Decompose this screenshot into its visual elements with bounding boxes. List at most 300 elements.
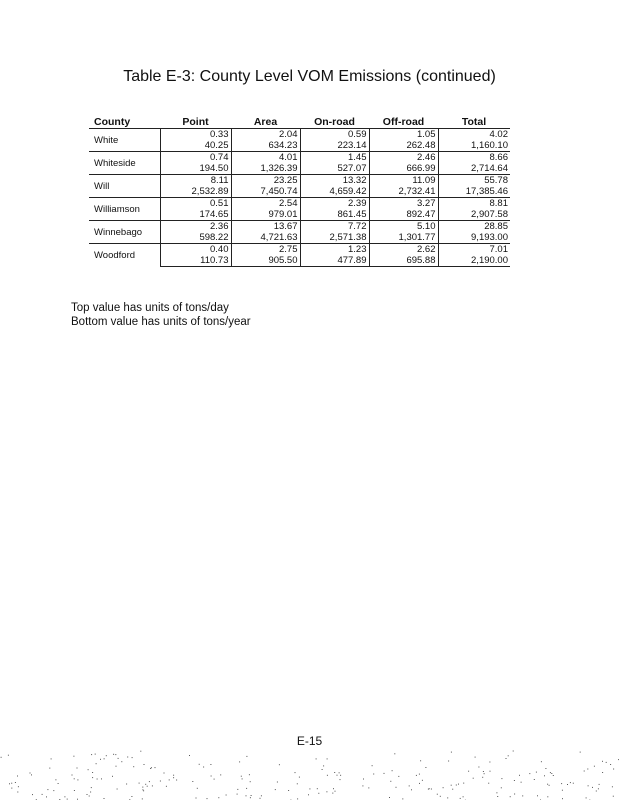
scan-speck: [55, 779, 56, 780]
scan-speck: [522, 795, 523, 796]
scan-speck: [100, 759, 101, 760]
point-tons-day: 8.11: [160, 175, 231, 187]
scan-speck: [373, 774, 374, 775]
scan-speck: [246, 795, 247, 796]
point-tons-day: 0.40: [160, 244, 231, 256]
offroad-tons-day: 5.10: [369, 221, 438, 233]
scan-speck: [139, 783, 140, 784]
scan-speck: [501, 787, 502, 788]
table-row: [89, 152, 510, 164]
scan-speck: [587, 769, 588, 770]
scan-speck: [501, 778, 502, 779]
point-tons-year: 598.22: [160, 232, 231, 244]
scan-speck: [396, 787, 397, 788]
scan-speck: [425, 767, 426, 768]
scan-speck: [150, 768, 151, 769]
scan-speck: [508, 755, 509, 756]
scan-speck: [521, 782, 522, 783]
scan-speck: [260, 798, 261, 799]
scan-speck: [237, 794, 238, 795]
scan-speck: [32, 794, 33, 795]
scan-speck: [544, 775, 545, 776]
scan-speck: [15, 782, 16, 783]
offroad-tons-day: 11.09: [369, 175, 438, 187]
scan-speck: [460, 798, 461, 799]
onroad-tons-year: 861.45: [300, 209, 369, 221]
scan-speck: [106, 755, 107, 756]
scan-speck: [390, 781, 391, 782]
offroad-tons-day: 2.46: [369, 152, 438, 164]
scan-speck: [553, 775, 554, 776]
onroad-tons-year: 477.89: [300, 255, 369, 267]
scan-speck: [335, 791, 336, 792]
area-tons-day: 2.75: [231, 244, 300, 256]
offroad-tons-year: 1,301.77: [369, 232, 438, 244]
scan-speck: [207, 798, 208, 799]
scan-speck: [88, 769, 89, 770]
total-tons-day: 8.81: [438, 198, 510, 210]
onroad-tons-day: 1.23: [300, 244, 369, 256]
area-tons-day: 23.25: [231, 175, 300, 187]
scan-speck: [92, 772, 93, 773]
point-tons-day: 2.36: [160, 221, 231, 233]
scan-speck: [127, 757, 128, 758]
scan-speck: [545, 768, 546, 769]
scan-speck: [203, 767, 204, 768]
scan-speck: [580, 752, 581, 753]
scan-speck: [332, 793, 333, 794]
scan-speck: [192, 781, 193, 782]
scan-speck: [489, 762, 490, 763]
scan-speck: [132, 757, 133, 758]
point-tons-year: 174.65: [160, 209, 231, 221]
offroad-tons-year: 666.99: [369, 163, 438, 175]
header-area: Area: [231, 115, 300, 129]
header-offroad: Off-road: [369, 115, 438, 129]
scan-speck: [372, 765, 373, 766]
scan-speck: [458, 784, 459, 785]
emissions-table: [89, 115, 510, 267]
scan-speck: [173, 775, 174, 776]
scan-speck: [297, 798, 298, 799]
scan-speck: [11, 788, 12, 789]
scan-speck: [613, 796, 614, 797]
onroad-tons-year: 223.14: [300, 140, 369, 152]
scan-speck: [602, 761, 603, 762]
scan-speck: [131, 796, 132, 797]
total-tons-day: 8.66: [438, 152, 510, 164]
scan-speck: [447, 797, 448, 798]
scan-speck: [295, 772, 296, 773]
scan-speck: [142, 789, 143, 790]
page-title: Table E-3: County Level VOM Emissions (continued): [123, 68, 496, 85]
onroad-tons-day: 0.59: [300, 129, 369, 141]
scan-speck: [363, 779, 364, 780]
scan-speck: [126, 784, 127, 785]
scan-speck: [67, 799, 68, 800]
scan-speck: [308, 794, 309, 795]
scan-speck: [337, 775, 338, 776]
scan-speck: [74, 778, 75, 779]
header-onroad: On-road: [300, 115, 369, 129]
scan-speck: [456, 785, 457, 786]
scan-speck: [91, 754, 92, 755]
scan-speck: [18, 786, 19, 787]
units-notes: [71, 301, 251, 329]
scan-speck: [189, 755, 190, 756]
scan-speck: [468, 771, 469, 772]
total-tons-day: 28.85: [438, 221, 510, 233]
scan-speck: [145, 784, 146, 785]
scan-speck: [562, 790, 563, 791]
area-tons-year: 1,326.39: [231, 163, 300, 175]
scan-speck: [514, 780, 515, 781]
scan-speck: [17, 776, 18, 777]
scan-speck: [142, 787, 143, 788]
scan-speck: [143, 790, 144, 791]
scan-speck: [323, 765, 324, 766]
county-name: Whiteside: [89, 152, 160, 175]
onroad-tons-day: 7.72: [300, 221, 369, 233]
scan-speck: [176, 780, 177, 781]
scan-speck: [428, 789, 429, 790]
scan-speck: [147, 786, 148, 787]
scan-speck: [246, 756, 247, 757]
area-tons-year: 979.01: [231, 209, 300, 221]
scan-speck: [562, 798, 563, 799]
scan-speck: [547, 796, 548, 797]
scan-speck: [551, 773, 552, 774]
scan-speck: [17, 792, 18, 793]
total-tons-year: 17,385.46: [438, 186, 510, 198]
scan-speck: [340, 779, 341, 780]
scan-speck: [121, 761, 122, 762]
onroad-tons-day: 13.32: [300, 175, 369, 187]
scan-speck: [9, 783, 10, 784]
scan-speck: [340, 775, 341, 776]
scan-speck: [586, 797, 587, 798]
scan-speck: [118, 758, 119, 759]
scan-speck: [30, 773, 31, 774]
scan-speck: [570, 782, 571, 783]
scan-speck: [31, 774, 32, 775]
scan-speck: [58, 783, 59, 784]
scan-speck: [42, 794, 43, 795]
scan-speck: [92, 777, 93, 778]
scan-speck: [53, 790, 54, 791]
total-tons-day: 55.78: [438, 175, 510, 187]
scan-speck: [250, 797, 251, 798]
table-row: [89, 175, 510, 187]
offroad-tons-year: 892.47: [369, 209, 438, 221]
scan-speck: [496, 792, 497, 793]
scan-speck: [482, 777, 483, 778]
total-tons-year: 2,190.00: [438, 255, 510, 267]
scan-speck: [91, 787, 92, 788]
area-tons-day: 13.67: [231, 221, 300, 233]
scan-speck: [394, 753, 395, 754]
total-tons-year: 1,160.10: [438, 140, 510, 152]
scan-speck: [483, 771, 484, 772]
offroad-tons-day: 3.27: [369, 198, 438, 210]
table-row: [89, 244, 510, 256]
scan-speck: [497, 796, 498, 797]
scan-speck: [299, 777, 300, 778]
scan-speck: [64, 796, 65, 797]
area-tons-year: 634.23: [231, 140, 300, 152]
scan-speck: [339, 772, 340, 773]
point-tons-day: 0.33: [160, 129, 231, 141]
scan-speck: [214, 779, 215, 780]
scan-speck: [166, 786, 167, 787]
scan-speck: [11, 783, 12, 784]
scan-speck: [513, 751, 514, 752]
scan-speck: [596, 791, 597, 792]
scan-speck: [610, 764, 611, 765]
scan-speck: [152, 785, 153, 786]
point-tons-year: 194.50: [160, 163, 231, 175]
scan-speck: [368, 787, 369, 788]
county-name: Williamson: [89, 198, 160, 221]
scan-speck: [598, 788, 599, 789]
scan-speck: [573, 783, 574, 784]
scan-speck: [113, 754, 114, 755]
table-row: [89, 221, 510, 233]
scan-speck: [239, 761, 240, 762]
scan-speck: [451, 752, 452, 753]
scan-speck: [488, 783, 489, 784]
scan-speck: [140, 751, 141, 752]
scan-speck: [249, 774, 250, 775]
scan-speck: [155, 767, 156, 768]
offroad-tons-year: 262.48: [369, 140, 438, 152]
scan-speck: [318, 793, 319, 794]
area-tons-day: 2.54: [231, 198, 300, 210]
scan-speck: [550, 772, 551, 773]
scan-speck: [275, 789, 276, 790]
scan-speck: [242, 778, 243, 779]
scan-speck: [484, 773, 485, 774]
scan-speck: [77, 779, 78, 780]
table-row: [89, 198, 510, 210]
scan-speck: [409, 785, 410, 786]
scan-speck: [47, 789, 48, 790]
page-number: E-15: [296, 734, 323, 748]
scan-speck: [588, 785, 589, 786]
scan-noise-decoration: [0, 710, 619, 800]
scan-speck: [199, 764, 200, 765]
total-tons-year: 9,193.00: [438, 232, 510, 244]
table-row: [89, 129, 510, 141]
scan-speck: [463, 783, 464, 784]
scan-speck: [592, 787, 593, 788]
scan-speck: [490, 771, 491, 772]
scan-speck: [541, 761, 542, 762]
total-tons-day: 7.01: [438, 244, 510, 256]
scan-speck: [210, 764, 211, 765]
point-tons-day: 0.74: [160, 152, 231, 164]
scan-speck: [51, 758, 52, 759]
scan-speck: [326, 791, 327, 792]
scan-speck: [112, 776, 113, 777]
scan-speck: [169, 779, 170, 780]
scan-speck: [389, 797, 390, 798]
scan-speck: [602, 772, 603, 773]
onroad-tons-day: 1.45: [300, 152, 369, 164]
scan-speck: [117, 789, 118, 790]
scan-speck: [316, 758, 317, 759]
scan-speck: [142, 798, 143, 799]
scan-speck: [160, 781, 161, 782]
scan-speck: [1, 757, 2, 758]
scan-speck: [279, 764, 280, 765]
area-tons-day: 2.04: [231, 129, 300, 141]
scan-speck: [277, 782, 278, 783]
scan-speck: [164, 773, 165, 774]
scan-speck: [384, 773, 385, 774]
total-tons-year: 2,714.64: [438, 163, 510, 175]
scan-speck: [116, 766, 117, 767]
scan-speck: [73, 756, 74, 757]
scan-speck: [197, 788, 198, 789]
scan-speck: [327, 758, 328, 759]
units-note-bottom: Bottom value has units of tons/year: [71, 316, 251, 328]
scan-speck: [196, 798, 197, 799]
scan-speck: [549, 785, 550, 786]
scan-speck: [101, 778, 102, 779]
scan-speck: [149, 781, 150, 782]
county-name: Woodford: [89, 244, 160, 267]
scan-speck: [452, 789, 453, 790]
scan-speck: [327, 775, 328, 776]
total-tons-year: 2,907.58: [438, 209, 510, 221]
scan-speck: [49, 768, 50, 769]
county-name: Will: [89, 175, 160, 198]
scan-speck: [599, 784, 600, 785]
scan-speck: [87, 794, 88, 795]
scan-speck: [510, 796, 511, 797]
units-note-top: Top value has units of tons/day: [71, 302, 229, 314]
scan-speck: [317, 788, 318, 789]
scan-speck: [241, 776, 242, 777]
county-name: Winnebago: [89, 221, 160, 244]
scan-speck: [261, 795, 262, 796]
offroad-tons-day: 2.62: [369, 244, 438, 256]
onroad-tons-year: 2,571.38: [300, 232, 369, 244]
scan-speck: [334, 772, 335, 773]
scan-speck: [506, 758, 507, 759]
scan-speck: [420, 760, 421, 761]
scan-speck: [478, 767, 479, 768]
scan-speck: [547, 784, 548, 785]
scan-speck: [133, 766, 134, 767]
scan-speck: [77, 768, 78, 769]
scan-speck: [537, 795, 538, 796]
scan-speck: [72, 775, 73, 776]
scan-speck: [416, 775, 417, 776]
offroad-tons-year: 695.88: [369, 255, 438, 267]
scan-speck: [475, 757, 476, 758]
scan-speck: [322, 769, 323, 770]
point-tons-year: 110.73: [160, 255, 231, 267]
onroad-tons-year: 4,659.42: [300, 186, 369, 198]
scan-speck: [594, 766, 595, 767]
scan-speck: [431, 789, 432, 790]
scan-speck: [514, 794, 515, 795]
total-tons-day: 4.02: [438, 129, 510, 141]
scan-speck: [89, 796, 90, 797]
scan-speck: [251, 795, 252, 796]
header-county: County: [89, 115, 160, 129]
scan-speck: [211, 776, 212, 777]
area-tons-year: 7,450.74: [231, 186, 300, 198]
scan-speck: [392, 770, 393, 771]
scan-speck: [97, 779, 98, 780]
onroad-tons-day: 2.39: [300, 198, 369, 210]
scan-speck: [463, 796, 464, 797]
scan-speck: [561, 783, 562, 784]
scan-speck: [8, 755, 9, 756]
scan-speck: [115, 754, 116, 755]
scan-speck: [90, 792, 91, 793]
scan-speck: [144, 764, 145, 765]
point-tons-day: 0.51: [160, 198, 231, 210]
scan-speck: [419, 774, 420, 775]
scan-speck: [46, 796, 47, 797]
scan-speck: [440, 796, 441, 797]
header-point: Point: [160, 115, 231, 129]
scan-speck: [96, 763, 97, 764]
point-tons-year: 2,532.89: [160, 186, 231, 198]
scan-speck: [402, 798, 403, 799]
scan-speck: [448, 761, 449, 762]
area-tons-day: 4.01: [231, 152, 300, 164]
scan-speck: [218, 797, 219, 798]
scan-speck: [237, 789, 238, 790]
scan-speck: [104, 798, 105, 799]
scan-speck: [226, 795, 227, 796]
table-header-row: [89, 115, 510, 129]
scan-speck: [173, 777, 174, 778]
scan-speck: [419, 783, 420, 784]
offroad-tons-day: 1.05: [369, 129, 438, 141]
scan-speck: [536, 772, 537, 773]
area-tons-year: 905.50: [231, 255, 300, 267]
scan-speck: [95, 754, 96, 755]
scan-speck: [584, 771, 585, 772]
county-name: White: [89, 129, 160, 152]
scan-speck: [443, 787, 444, 788]
scan-speck: [534, 779, 535, 780]
scan-speck: [529, 773, 530, 774]
scan-speck: [411, 789, 412, 790]
scan-speck: [246, 788, 247, 789]
scan-speck: [398, 776, 399, 777]
scan-speck: [437, 794, 438, 795]
scan-speck: [519, 775, 520, 776]
scan-speck: [333, 788, 334, 789]
area-tons-year: 4,721.63: [231, 232, 300, 244]
scan-speck: [220, 774, 221, 775]
scan-speck: [451, 785, 452, 786]
point-tons-year: 40.25: [160, 140, 231, 152]
onroad-tons-year: 527.07: [300, 163, 369, 175]
scan-speck: [74, 790, 75, 791]
scan-speck: [288, 790, 289, 791]
scan-speck: [250, 781, 251, 782]
scan-speck: [473, 778, 474, 779]
scan-speck: [567, 784, 568, 785]
